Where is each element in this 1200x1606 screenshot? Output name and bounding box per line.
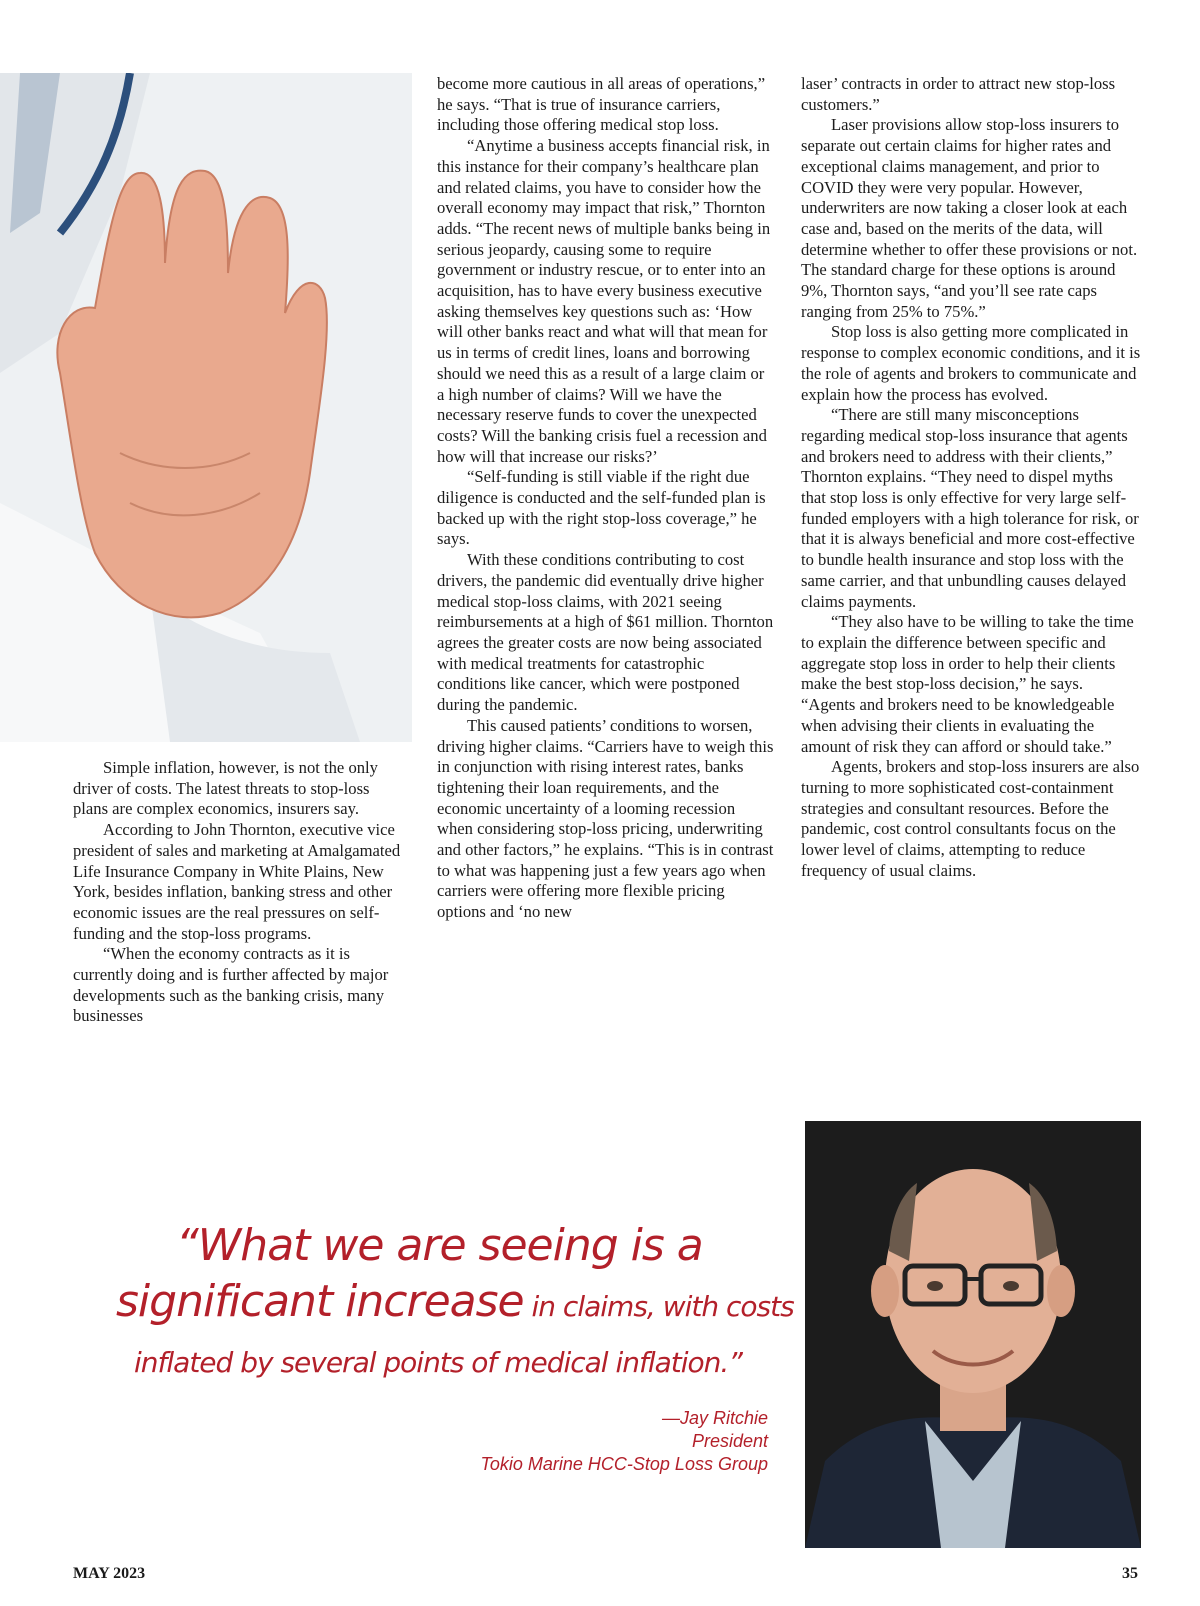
attribution-company: Tokio Marine HCC-Stop Loss Group [480, 1454, 768, 1474]
paragraph: Simple inflation, however, is not the only driver of costs. The latest threats to stop-loss plans are complex economics, insurers say. [73, 758, 378, 819]
pull-quote-line-3: inflated by several points of medical inflation.” [134, 1346, 742, 1379]
pull-quote-line-1: “What we are seeing is a [176, 1220, 703, 1271]
article-column-2 [437, 74, 775, 923]
paragraph: become more cautious in all areas of operations,” he says. “That is true of insurance carriers, including those offering medical stop loss. [437, 74, 766, 135]
paragraph: Laser provisions allow stop-loss insurers to separate out certain claims for higher rates and exceptional claims management, and prior to COVID they were very popular. However, underwriters are now taking a closer look at each case and, based on the merits of the data, will determine whether to offer these provisions or not. The standard charge for these options is around 9%, Thornton says, “and you’ll see rate caps ranging from 25% to 75%.” [801, 115, 1138, 321]
pull-quote-line-2-rest: in claims, with costs [523, 1290, 794, 1323]
paragraph: “Anytime a business accepts financial risk, in this instance for their company’s healthcare plan and related claims, you have to consider how the overall economy may impact that risk,” Thornton adds. “The recent news of multiple banks being in serious jeopardy, causing some to require government or industry rescue, or to enter into an acquisition, has to have every business executive asking themselves key questions such as: ‘How will other banks react and what will that mean for us in terms of credit lines, loans and borrowing should we need this as a result of a large claim or a high number of claims? Will we have the necessary reserve funds to cover the unexpected costs? Will the banking crisis fuel a recession and how will that increase our risks?’ [437, 136, 771, 466]
footer-date: MAY 2023 [73, 1565, 146, 1582]
paragraph: “They also have to be willing to take the time to explain the difference between specific and aggregate stop loss in order to help their clients make the best stop-loss decision,” he says. “Agents and brokers need to be knowledgeable when advising their clients in evaluating the amount of risk they can afford or should take.” [801, 612, 1134, 756]
pull-quote-emphasis: significant increase [116, 1276, 524, 1327]
paragraph: According to John Thornton, executive vice president of sales and marketing at Amalgamated Life Insurance Company in White Plains, New York, besides inflation, banking stress and other economic issues are the real pressures on self-funding and the stop-loss programs. [73, 820, 401, 943]
pull-quote [110, 1218, 800, 1391]
article-column-1 [73, 758, 405, 1027]
article-column-3 [801, 74, 1141, 881]
hand-stop-photo [0, 73, 412, 742]
paragraph: “When the economy contracts as it is currently doing and is further affected by major developments such as the banking crisis, many businesses [73, 944, 389, 1026]
paragraph: This caused patients’ conditions to worsen, driving higher claims. “Carriers have to weigh this in conjunction with rising interest rates, banks tightening their loan requirements, and the economic uncertainty of a looming recession when considering stop-loss pricing, underwriting and other factors,” he explains. “This is in contrast to what was happening just a few years ago when carriers were offering more flexible pricing options and ‘no new [437, 715, 774, 922]
paragraph: Stop loss is also getting more complicated in response to complex economic conditions, and it is the role of agents and brokers to communicate and explain how the process has evolved. [801, 322, 1141, 404]
paragraph: With these conditions contributing to cost drivers, the pandemic did eventually drive higher medical stop-loss claims, with 2021 seeing reimbursements at a high of $61 million. Thornton agrees the greater costs are now being associated with medical treatments for catastrophic conditions like cancer, which were postponed during the pandemic. [437, 550, 774, 715]
page-number: 35 [1122, 1565, 1138, 1582]
portrait-photo [805, 1121, 1141, 1548]
paragraph: Agents, brokers and stop-loss insurers are also turning to more sophisticated cost-containment strategies and consultant resources. Before the pandemic, cost control consultants focus on the lower level of claims, attempting to reduce frequency of usual claims. [801, 757, 1140, 880]
man-portrait-icon [805, 1121, 1141, 1548]
paragraph: laser’ contracts in order to attract new stop-loss customers.” [801, 74, 1116, 114]
paragraph: “Self-funding is still viable if the right due diligence is conducted and the self-funded plan is backed up with the right stop-loss coverage,” he says. [437, 467, 766, 549]
attribution-name: —Jay Ritchie [661, 1408, 768, 1428]
pull-quote-line-2 [116, 1274, 800, 1335]
paragraph: “There are still many misconceptions regarding medical stop-loss insurance that agents and brokers need to address with their clients,” Thornton explains. “They need to dispel myths that stop loss is only effective for very large self-funded employers with a high tolerance for risk, or that it is always beneficial and more cost-effective to bundle health insurance and stop loss with the same carrier, and that unbundling causes delayed claims payments. [801, 405, 1139, 611]
attribution-title: President [691, 1431, 768, 1451]
quote-attribution [420, 1407, 768, 1476]
raised-hand-icon [0, 73, 412, 742]
